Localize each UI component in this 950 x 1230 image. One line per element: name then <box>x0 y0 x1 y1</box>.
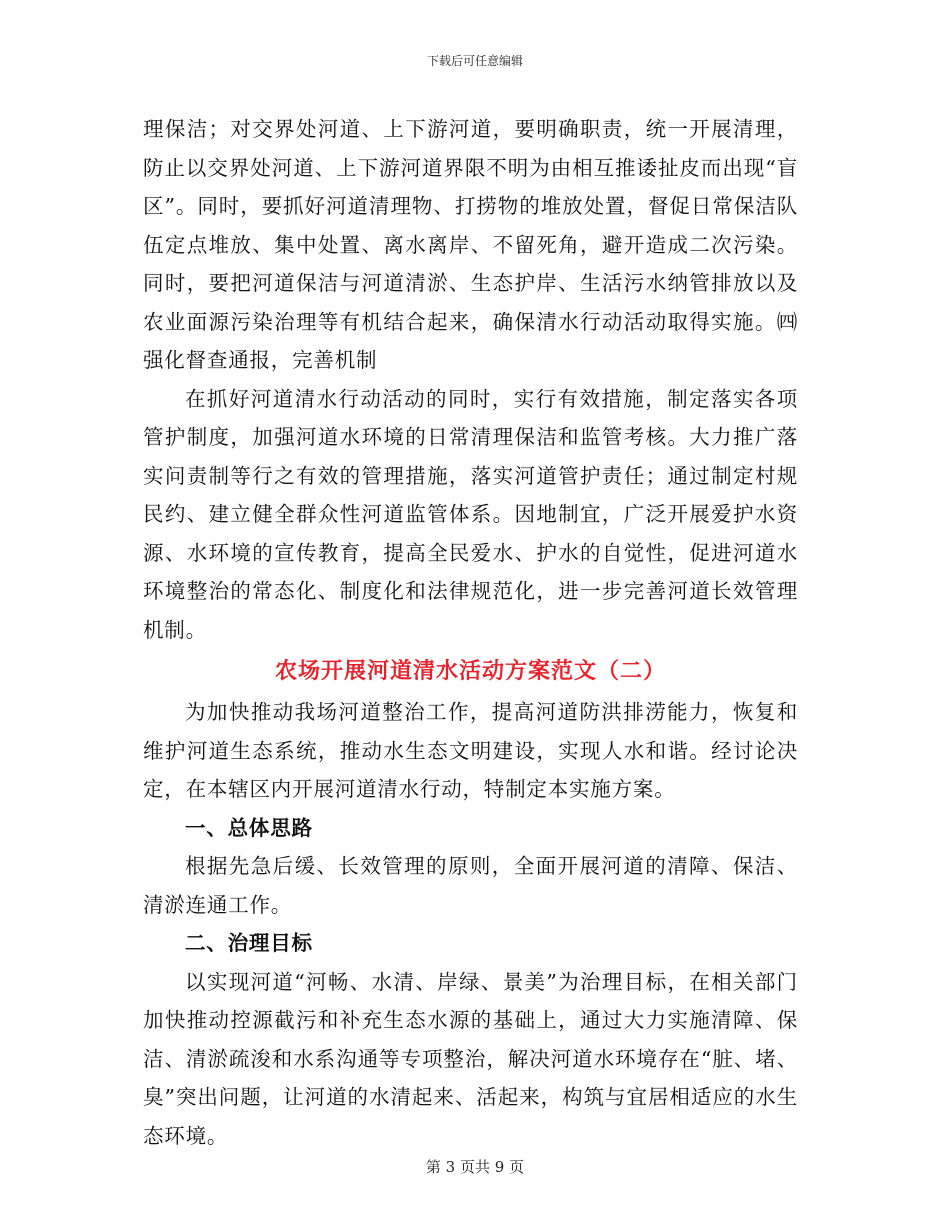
paragraph-continuation: 理保洁；对交界处河道、上下游河道，要明确职责，统一开展清理，防止以交界处河道、上下游河道界限不明为由相互推诿扯皮而出现“盲区”。同时，要抓好河道清理物、打捞物的堆放处置，督促日常保洁队伍定点堆放、集中处置、离水离岸、不留死角，避开造成二次污染。同时，要把河道保洁与河道清淤、生态护岸、生活污水纳管排放以及农业面源污染治理等有机结合起来，确保清水行动活动取得实施。㈣强化督查通报，完善机制 <box>143 117 798 372</box>
paragraph-mechanism: 在抓好河道清水行动活动的同时，实行有效措施，制定落实各项管护制度，加强河道水环境的日常清理保洁和监管考核。大力推广落实问责制等行之有效的管理措施，落实河道管护责任；通过制定村规民约、建立健全群众性河道监管体系。因地制宜，广泛开展爱护水资源、水环境的宣传教育，提高全民爱水、护水的自觉性，促进河道水环境整治的常态化、制度化和法律规范化，进一步完善河道长效管理机制。 <box>143 386 798 642</box>
section-title: 农场开展河道清水活动方案范文（二） <box>274 659 666 684</box>
paragraph-intro: 为加快推动我场河道整治工作，提高河道防洪排涝能力，恢复和维护河道生态系统，推动水生态文明建设，实现人水和谐。经讨论决定，在本辖区内开展河道清水行动，特制定本实施方案。 <box>143 700 798 801</box>
document-body <box>143 110 798 1155</box>
paragraph-goals: 以实现河道“河畅、水清、岸绿、景美”为治理目标，在相关部门加快推动控源截污和补充生态水源的基础上，通过大力实施清障、保洁、清淤疏浚和水系沟通等专项整治，解决河道水环境存在“脏、堵、臭”突出问题，让河道的水清起来、活起来，构筑与宜居相适应的水生态环境。 <box>143 969 798 1148</box>
page-header: 下载后可任意编辑 <box>426 54 523 68</box>
paragraph-approach: 根据先急后缓、长效管理的原则，全面开展河道的清障、保洁、清淤连通工作。 <box>143 854 798 917</box>
heading-overall-approach: 一、总体思路 <box>185 815 313 840</box>
heading-governance-goals: 二、治理目标 <box>185 931 313 955</box>
page-number-footer: 第 3 页共 9 页 <box>425 1158 525 1176</box>
